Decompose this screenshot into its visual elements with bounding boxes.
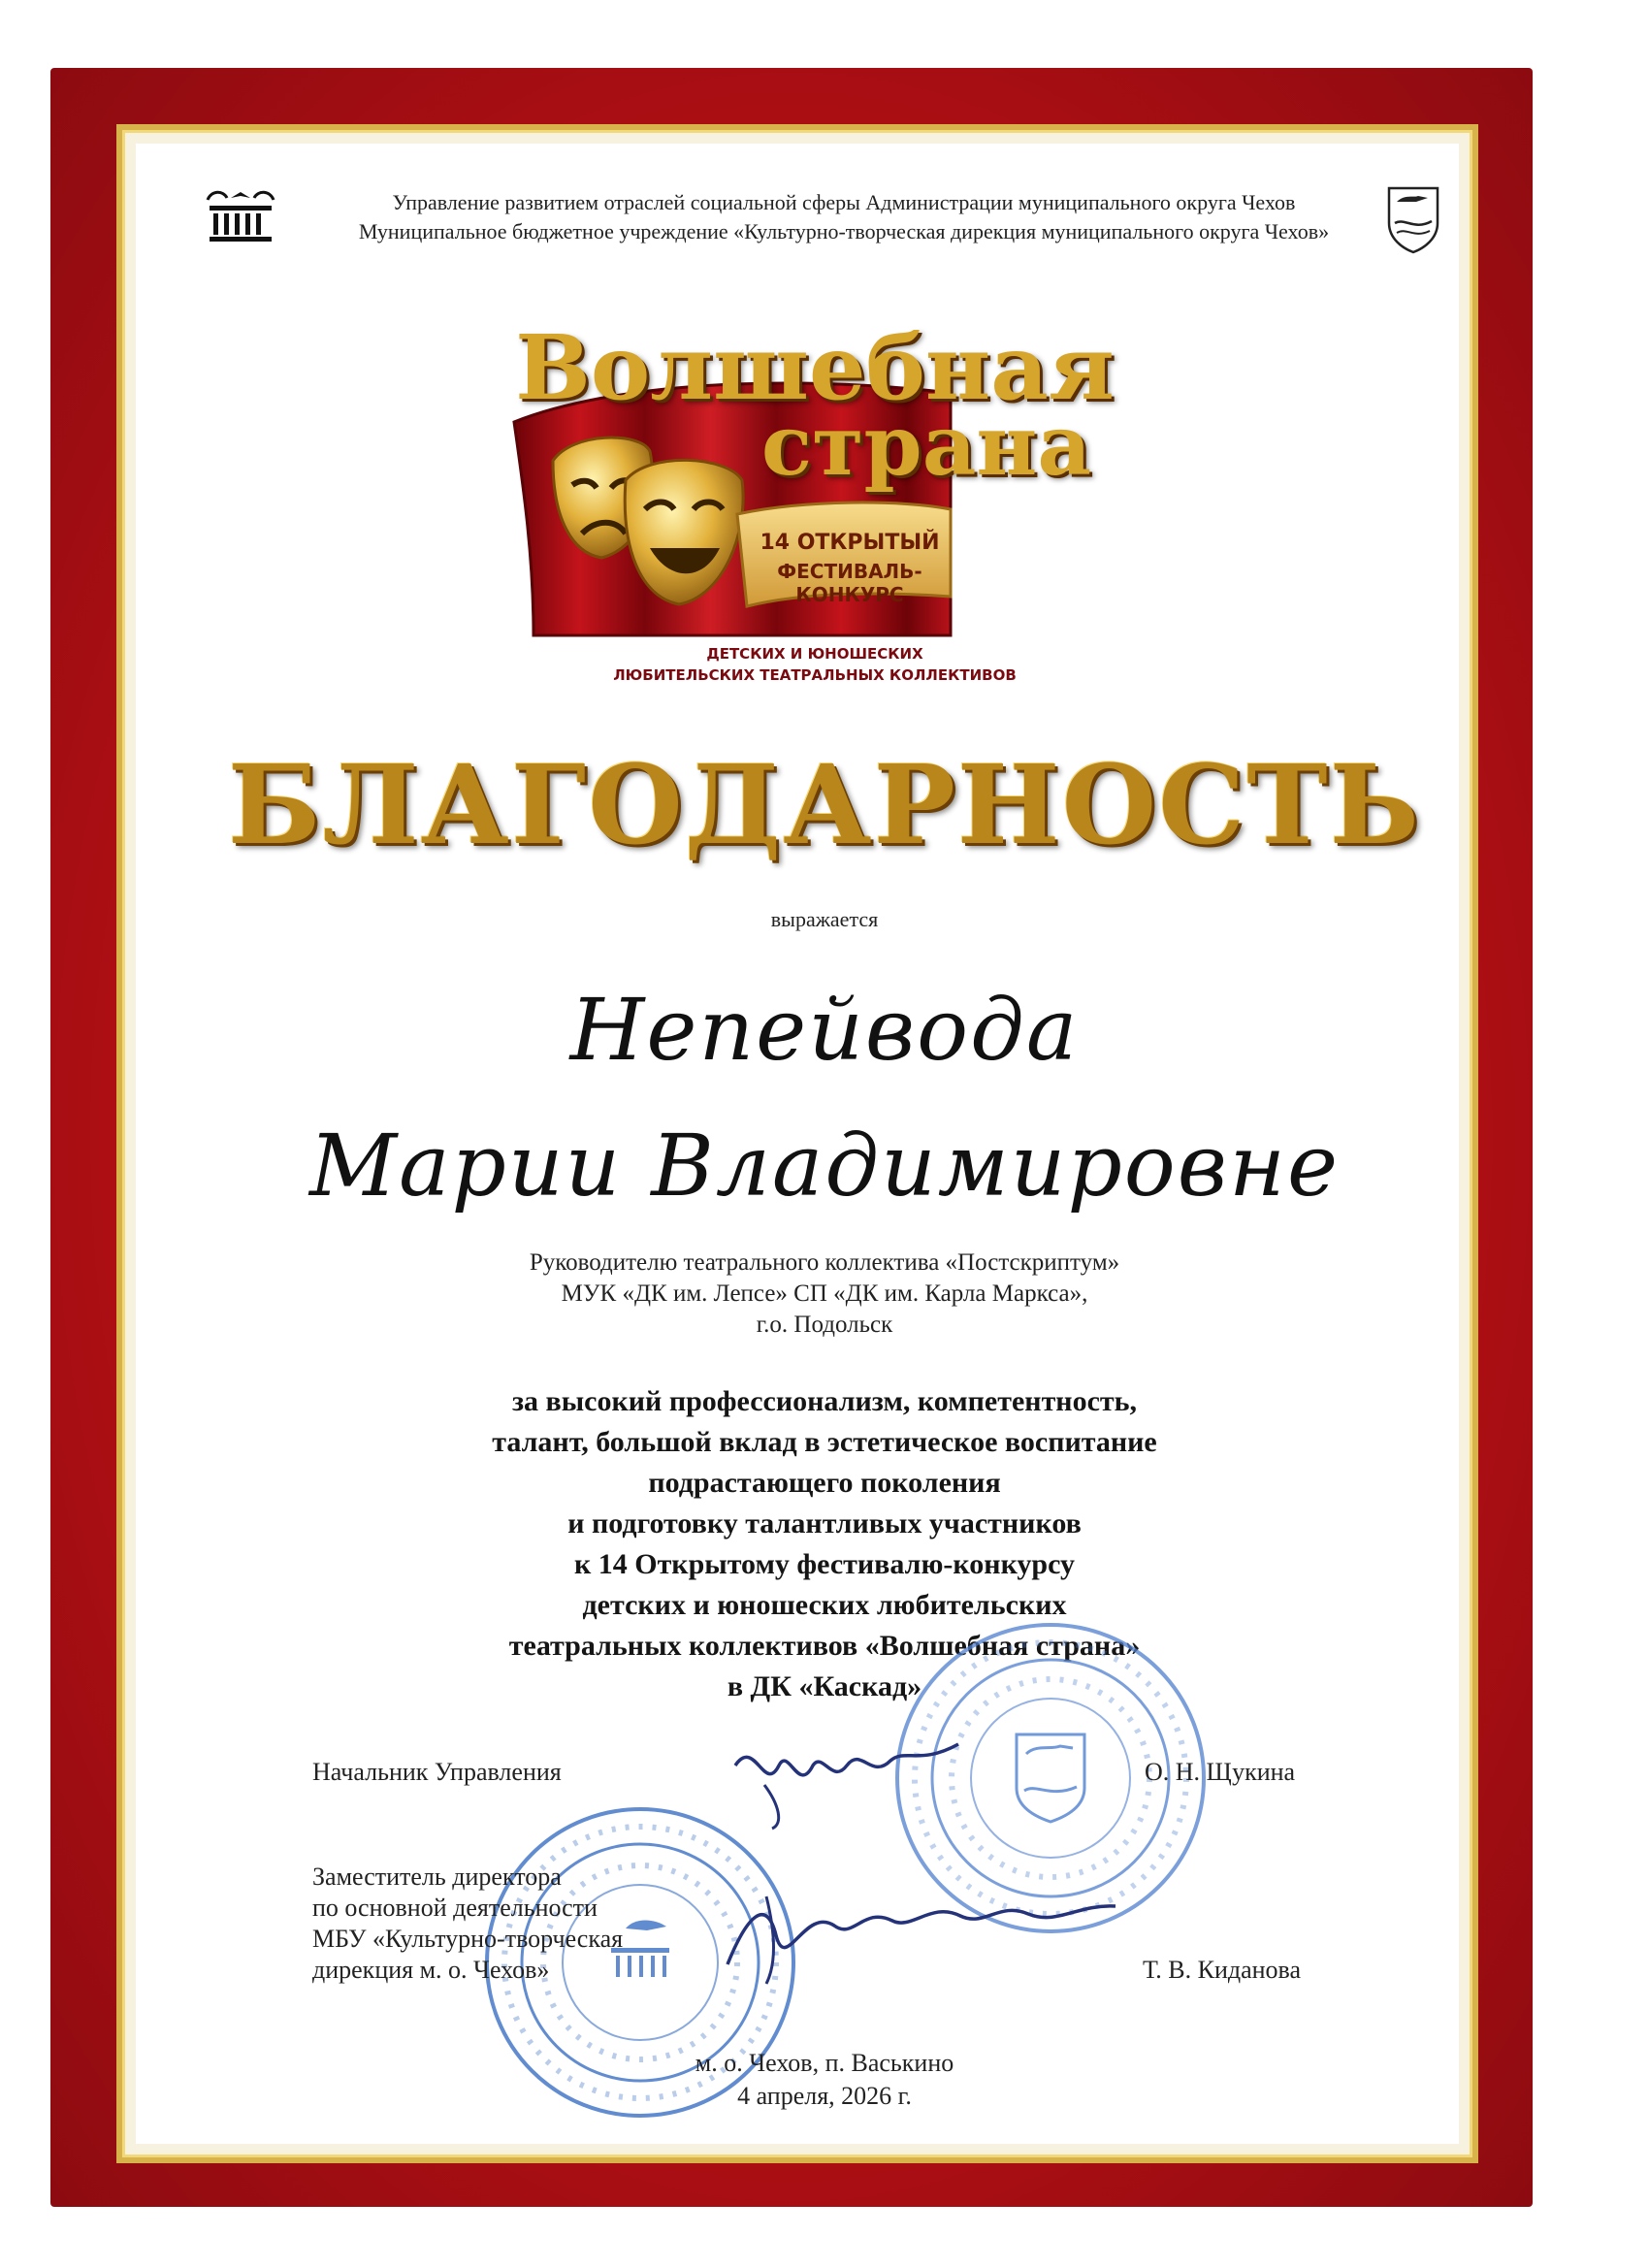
role-line-2: МУК «ДК им. Лепсе» СП «ДК им. Карла Маркса», <box>561 1280 1088 1307</box>
reason-line-2: талант, большой вклад в эстетическое воспитание <box>492 1426 1157 1458</box>
reason-line-6: детских и юношеских любительских <box>582 1589 1067 1621</box>
role-line-1: Руководителю театрального коллектива «Постскриптум» <box>529 1249 1120 1276</box>
festival-subtitle-line-1: ДЕТСКИХ И ЮНОШЕСКИХ <box>706 645 923 663</box>
signer-2-title-line-1: Заместитель директора <box>312 1863 562 1891</box>
festival-logo <box>495 315 1135 694</box>
signer-2-title-line-3: МБУ «Культурно-творческая <box>312 1925 624 1953</box>
signer-1-title: Начальник Управления <box>312 1758 562 1786</box>
signer-1-name: О. Н. Щукина <box>1145 1758 1296 1786</box>
signature-1 <box>726 1727 968 1833</box>
signer-2-title-line-4: дирекция м. о. Чехов» <box>312 1956 550 1984</box>
culture-directorate-logo <box>202 184 279 246</box>
festival-title-line-1: Волшебная <box>515 315 1115 420</box>
recipient-name: Марии Владимировне <box>308 1116 1341 1215</box>
footer-place: м. о. Чехов, п. Васькино <box>695 2049 954 2077</box>
signer-2-name: Т. В. Киданова <box>1143 1956 1302 1984</box>
expressed-text: выражается <box>770 907 879 931</box>
reason-line-8: в ДК «Каскад» <box>727 1670 922 1702</box>
festival-subtitle-line-2: ЛЮБИТЕЛЬСКИХ ТЕАТРАЛЬНЫХ КОЛЛЕКТИВОВ <box>613 666 1017 684</box>
role-line-3: г.о. Подольск <box>756 1312 893 1338</box>
document-heading: БЛАГОДАРНОСТЬ <box>227 742 1422 869</box>
footer-date: 4 апреля, 2026 г. <box>737 2082 912 2110</box>
signature-2 <box>708 1877 1135 1993</box>
ribbon-line-2: ФЕСТИВАЛЬ-КОНКУРС <box>777 560 922 606</box>
festival-title-line-2: страна <box>760 397 1092 495</box>
reason-line-5: к 14 Открытому фестивалю-конкурсу <box>573 1548 1076 1580</box>
header-line-2: Муниципальное бюджетное учреждение «Культурно-творческая дирекция муниципального округа Чехов» <box>358 219 1330 243</box>
chekhov-coat-of-arms-icon <box>1385 184 1441 254</box>
header-line-1: Управление развитием отраслей социальной сферы Администрации муниципального округа Чехов <box>392 190 1296 214</box>
reason-line-1: за высокий профессионализм, компетентность, <box>511 1385 1138 1417</box>
ribbon-line-1: 14 ОТКРЫТЫЙ <box>760 531 940 555</box>
recipient-surname: Непейвода <box>569 980 1080 1080</box>
reason-line-4: и подготовку талантливых участников <box>567 1507 1082 1539</box>
reason-line-3: подрастающего поколения <box>648 1467 1001 1499</box>
reason-line-7: театральных коллективов «Волшебная страна» <box>508 1630 1141 1662</box>
signer-2-title-line-2: по основной деятельности <box>312 1894 598 1922</box>
